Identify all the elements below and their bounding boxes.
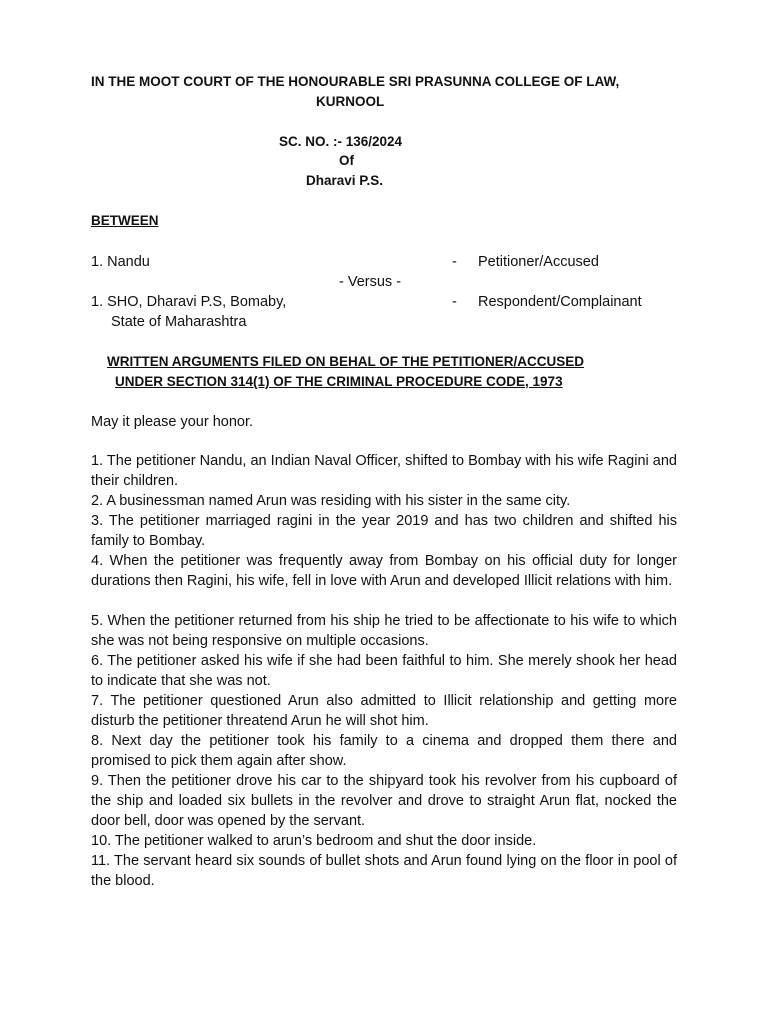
court-heading-line2: KURNOOL: [316, 94, 385, 109]
paragraph-8: 8. Next day the petitioner took his family to a cinema and dropped them there and promised to pick them again after show.: [91, 733, 677, 769]
petitioner-name: 1. Nandu: [91, 254, 150, 270]
between-label: BETWEEN: [91, 213, 159, 228]
paragraph-3: 3. The petitioner marriaged ragini in the year 2019 and has two children and shifted his family to Bombay.: [91, 513, 677, 549]
title-line2: UNDER SECTION 314(1) OF THE CRIMINAL PROCEDURE CODE, 1973: [115, 374, 563, 389]
paragraph-7: 7. The petitioner questioned Arun also admitted to Illicit relationship and getting more disturb the petitioner threatend Arun he will shot him.: [91, 693, 677, 729]
paragraph-10: 10. The petitioner walked to arun’s bedroom and shut the door inside.: [91, 833, 537, 849]
respondent-name: 1. SHO, Dharavi P.S, Bomaby,: [91, 294, 287, 310]
paragraph-9: 9. Then the petitioner drove his car to the shipyard took his revolver from his cupboard of the ship and loaded six bullets in the revolver and drove to straight Arun flat, nocked the door bell, door was opened by the servant.: [91, 773, 677, 829]
petitioner-dash: -: [452, 254, 457, 270]
case-number: SC. NO. :- 136/2024: [279, 134, 403, 149]
paragraph-2: 2. A businessman named Arun was residing with his sister in the same city.: [91, 493, 571, 509]
respondent-dash: -: [452, 294, 457, 310]
versus-label: - Versus -: [339, 274, 402, 290]
title-line1: WRITTEN ARGUMENTS FILED ON BEHAL OF THE PETITIONER/ACCUSED: [107, 354, 585, 369]
paragraph-1: 1. The petitioner Nandu, an Indian Naval Officer, shifted to Bombay with his wife Ragini and their children.: [91, 453, 677, 489]
police-station: Dharavi P.S.: [306, 173, 384, 188]
court-heading-line1: IN THE MOOT COURT OF THE HONOURABLE SRI PRASUNNA COLLEGE OF LAW,: [91, 74, 620, 89]
petitioner-role: Petitioner/Accused: [478, 254, 599, 270]
paragraph-11: 11. The servant heard six sounds of bullet shots and Arun found lying on the floor in pool of the blood.: [91, 853, 677, 889]
respondent-name-continued: State of Maharashtra: [111, 314, 247, 330]
salutation: May it please your honor.: [91, 414, 254, 430]
paragraph-6: 6. The petitioner asked his wife if she had been faithful to him. She merely shook her head to indicate that she was not.: [91, 653, 677, 689]
respondent-role: Respondent/Complainant: [478, 294, 642, 310]
case-of: Of: [339, 153, 354, 168]
paragraph-4: 4. When the petitioner was frequently away from Bombay on his official duty for longer durations then Ragini, his wife, fell in love with Arun and developed Illicit relations with him.: [91, 553, 677, 589]
paragraph-5: 5. When the petitioner returned from his ship he tried to be affectionate to his wife to which she was not being responsive on multiple occasions.: [91, 613, 677, 649]
